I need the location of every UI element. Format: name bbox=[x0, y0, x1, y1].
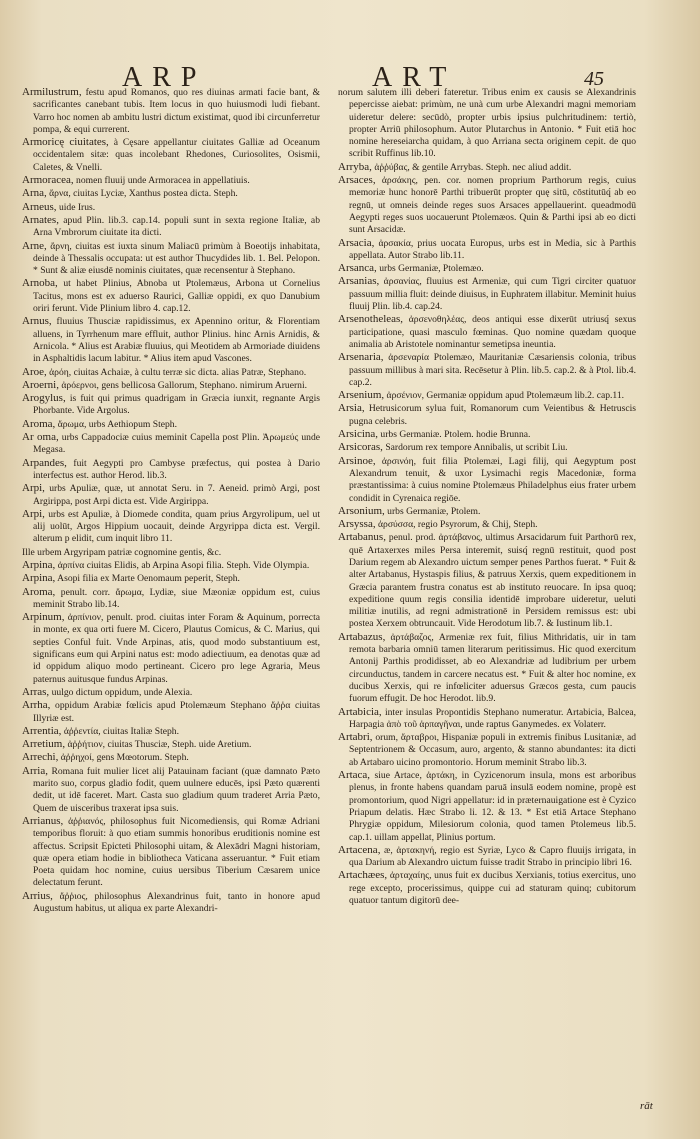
entry-text: urbs Germaniæ, Ptolem. bbox=[387, 505, 481, 517]
entry-text: festu apud Romanos, quo res diuinas armati facie bant, & sacrificantes canebant tubis. Item locus in quo huiusmodi ludi fiebant. Varro hoc nomen ab ambitu lustri dictum existimat, quod ibi circunferretur pompa, & equi currerent. bbox=[33, 87, 320, 135]
entry-headword: Arsenium, bbox=[338, 389, 385, 402]
dictionary-entry bbox=[22, 392, 320, 418]
dictionary-entry bbox=[338, 275, 636, 313]
entry-text: fluuius Thusciæ rapidissimus, ex Apennino oritur, & Florentiam alluens, in Tyrrhenum mare effluit, author Plinius. hinc Arnis Arnidis, & Arnicola. * Alius est Arabiæ fluuius, qui Meotidem ab Armoriade diuidens in Asphaltidis lacum labitur. * Alius item apud Vascones. bbox=[33, 316, 320, 365]
dictionary-entry bbox=[22, 572, 320, 585]
entry-text: ἄρνη, ciuitas est iuxta sinum Maliacū primùm à Boeotijs inhabitata, deinde à Thessalis occupata: ut est author Thucydides lib. 1. Bel. Pelopon. * Sunt & aliæ eiusdē nominis ciuitates, quæ recensentur à Stephano. bbox=[33, 240, 320, 277]
entry-text: Asopi filia ex Marte Oenomaum peperit, Steph. bbox=[57, 573, 240, 585]
entry-text: ἀῤῥιανός, philosophus fuit Nicomediensis, qui Romæ Adriani temporibus floruit: à quo etiam summis honoribus eruditionis nomine est affectus. Scripsit Epicteti Philosophi uitam, & Alexādri Magni historiam, quæ opera etiam hodie in bibliotheca Vaticana asseruantur. * Fuit etiam Poeta quidam hoc nomine, cuius uersibus Tiberium Cæsarem unice delectatum ferunt. bbox=[33, 815, 320, 889]
dictionary-entry bbox=[338, 531, 636, 630]
dictionary-entry bbox=[338, 631, 636, 706]
entry-text: is fuit qui primus quadrigam in Græcia iunxit, regnante Argis Phorbante. Vide Argolus. bbox=[33, 393, 320, 417]
entry-headword: Arsaces, bbox=[338, 174, 376, 187]
entry-text: ἀρπίνα ciuitas Elidis, ab Arpina Asopi filia. Steph. Vide Olympia. bbox=[57, 559, 310, 571]
header-right: ART bbox=[372, 62, 457, 93]
dictionary-entry bbox=[22, 559, 320, 572]
dictionary-entry bbox=[338, 518, 636, 531]
dictionary-entry bbox=[22, 699, 320, 725]
entry-text: uide Irus. bbox=[58, 201, 96, 213]
entry-text: inter insulas Propontidis Stephano numeratur. Artabicia, Balcea, Harpagia ἀπὸ τοῦ ἁρπαγῆναι, unde raptus Ganymedes. ex Volaterr. bbox=[349, 706, 636, 730]
dictionary-entry bbox=[338, 769, 636, 844]
entry-text: oppidum Arabiæ fœlicis apud Ptolemæum Stephano ἄῤῥα ciuitas Illyriæ est. bbox=[33, 700, 320, 724]
entry-headword: Arsicoras, bbox=[338, 441, 383, 454]
entry-text: ἄρνα, ciuitas Lyciæ, Xanthus postea dicta. Steph. bbox=[49, 188, 238, 200]
dictionary-entry bbox=[22, 366, 320, 379]
entry-headword: Arnates, bbox=[22, 213, 59, 226]
dictionary-entry bbox=[338, 262, 636, 275]
dictionary-entry bbox=[22, 765, 320, 815]
entry-headword: Aroerni, bbox=[22, 378, 59, 391]
dictionary-entry bbox=[22, 379, 320, 392]
entry-headword: Arrentia, bbox=[22, 724, 62, 737]
dictionary-entry bbox=[22, 136, 320, 174]
entry-text: ἀρσινόη, fuit filia Ptolemæi, Lagi filij, qui Aegyptum post Alexandrum tenuit, & uxor Lysimachi regis Macedoniæ, forma præstantissima: à cuius nomine Ptolemæus Philadelphus eius frater urbem condidit in Cyrenaica regiōe. bbox=[349, 455, 636, 504]
entry-headword: Artacena, bbox=[338, 843, 381, 856]
dictionary-entry bbox=[338, 505, 636, 518]
dictionary-entry bbox=[338, 161, 636, 174]
entry-headword: Arna, bbox=[22, 187, 47, 200]
dictionary-entry bbox=[338, 351, 636, 389]
entry-headword: Arpi, bbox=[22, 482, 45, 495]
entry-headword: Arogylus, bbox=[22, 392, 66, 405]
entry-headword: Artabazus, bbox=[338, 630, 386, 643]
entry-headword: Arnoba, bbox=[22, 277, 58, 290]
entry-text: ἀρόερνοι, gens bellicosa Gallorum, Stephano. nimirum Aruerni. bbox=[61, 379, 308, 391]
entry-text: ut habet Plinius, Abnoba ut Ptolemæus, Arbona ut Cornelius Tacitus, mons est ex aduerso Raurici, Galliæ oppidi, ex quo Danubium oriri ferunt. Vide Plinium libro 4. cap.12. bbox=[33, 278, 320, 315]
entry-headword: Arsicina, bbox=[338, 428, 379, 441]
entry-headword: Armoricę ciuitates, bbox=[22, 136, 109, 149]
right-column bbox=[338, 86, 636, 1096]
dictionary-entry bbox=[22, 457, 320, 483]
entry-text: Romana fuit mulier licet alij Patauinam faciant (quæ damnato Pæto marito suo, corpus gladio fodit, quem uulnere educēs, ipsi Pæto quærenti dedit, ut idē faceret. Mart. Casta suo gladium quum traderet Arria Pæto, Quem de uisceribus traxerat ipsa suis. bbox=[33, 765, 320, 814]
dictionary-entry bbox=[22, 586, 320, 612]
entry-headword: Arsinoe, bbox=[338, 454, 376, 467]
entry-text: urbs Germaniæ, Ptolemæo. bbox=[379, 263, 484, 275]
entry-text: ἀρσανίας, fluuius est Armeniæ, qui cum Tigri circiter quatuor passuum millia fluit: deinde diuisus, in Euphratem illabitur. Meminit huius fluuij Plin. lib.4. cap.24. bbox=[349, 276, 636, 313]
entry-headword: Arsanias, bbox=[338, 275, 380, 288]
entry-headword: Arpi, bbox=[22, 507, 45, 520]
entry-text: penult. corr. ἄρωμα, Lydiæ, siue Mæoniæ oppidum est, cuius meminit Strabo lib.14. bbox=[33, 586, 320, 610]
entry-headword: Arpina, bbox=[22, 572, 56, 585]
entry-headword: Arrianus, bbox=[22, 814, 64, 827]
entry-headword: Arras, bbox=[22, 685, 50, 698]
entry-headword: Aroe, bbox=[22, 365, 47, 378]
entry-text: ἀρτάβαζος, Armeniæ rex fuit, filius Mithridatis, uir in tam remota barbaria omniū tamen literarum peritissimus. Hic quod exercitum Antonij Parthis prodidisset, ab eo Alexandriæ ad ludibrium per urbem circunductus, tandem in carcere necatus est. * Fuit & alter hoc nomine, ex ducibus Xerxis, qui re infœliciter aduersus Græcos gesta, cum paucis fuorum effugit. De hoc Herodot. lib.9. bbox=[349, 631, 636, 705]
entry-headword: Arpandes, bbox=[22, 456, 67, 469]
page-number: 45 bbox=[584, 68, 604, 90]
dictionary-entry bbox=[338, 428, 636, 441]
dictionary-entry bbox=[338, 731, 636, 769]
entry-headword: Arria, bbox=[22, 764, 48, 777]
entry-text: urbs Germaniæ. Ptolem. hodie Brunna. bbox=[380, 429, 531, 441]
entry-headword: Arsanca, bbox=[338, 262, 377, 275]
entry-headword: Arsyssa, bbox=[338, 518, 376, 531]
dictionary-entry bbox=[338, 869, 636, 907]
dictionary-entry bbox=[22, 686, 320, 699]
dictionary-entry bbox=[22, 546, 320, 559]
dictionary-entry bbox=[22, 187, 320, 200]
dictionary-entry bbox=[22, 431, 320, 457]
entry-headword: Arneus, bbox=[22, 200, 57, 213]
dictionary-entry bbox=[22, 611, 320, 686]
entry-text: ἀρσύσσα, regio Psyrorum, & Chij, Steph. bbox=[378, 519, 538, 531]
dictionary-entry bbox=[22, 201, 320, 214]
dictionary-entry bbox=[22, 815, 320, 890]
entry-headword: Artabanus, bbox=[338, 531, 386, 544]
entry-headword: Arrha, bbox=[22, 699, 51, 712]
dictionary-entry bbox=[338, 313, 636, 351]
entry-text: ἀρπίνιον, penult. prod. ciuitas inter Foram & Aquinum, porrecta in monte, ex qua orti fuere M. Cicero, Plautus Comicus, & C. Marius, qui septies Conful fuit. Vnde Arpinas, atis, quod modo substantiuum est, significans eum qui Arpini natus est: modo adiectiuum, ea denotas quæ ad id oppidum aliquo modo pertineant. Cicero pro lege Agraria, Meus paternus auitusque fundus Arpinas. bbox=[33, 612, 320, 685]
dictionary-entry bbox=[22, 508, 320, 546]
entry-headword: Arsacia, bbox=[338, 236, 375, 249]
dictionary-entry bbox=[22, 277, 320, 315]
left-column bbox=[22, 86, 320, 1096]
entry-text: ἀρσεναρία Ptolemæo, Mauritaniæ Cæsariensis colonia, tribus passuum millibus à mari sita. Recēsetur à Plin. lib.5. cap.2. & à Ptol. lib.4. cap.2. bbox=[349, 352, 636, 388]
entry-headword: Aroma, bbox=[22, 417, 56, 430]
entry-headword: Artabri, bbox=[338, 731, 373, 744]
entry-headword: Arsia, bbox=[338, 402, 365, 415]
entry-text: ἄῤῥιος, philosophus Alexandrinus fuit, tanto in honore apud Augustum habitus, ut aliqua ex parte Alexandri- bbox=[33, 890, 320, 914]
catchword: rāt bbox=[640, 1100, 653, 1112]
entry-text: ἀρσακία, prius uocata Europus, urbs est in Media, sic à Parthis appellata. Autor Strabo lib.11. bbox=[349, 237, 636, 261]
entry-text: fuit Aegypti pro Cambyse præfectus, qui postea à Dario interfectus est. author Herod. lib.3. bbox=[33, 457, 320, 481]
entry-text: nomen fluuij unde Armoracea in appellatiuis. bbox=[76, 175, 250, 187]
entry-text: ἀρσάκης, pen. cor. nomen proprium Parthorum regis, cuius memoriæ hunc honorē Parthi tribuerūt propter quę sitū, cōstitutūq́ ab eo regnū, ut omneis deinde reges suos Arsaces appellauerint. queadmodū Aegypti reges suos uocauerunt Ptolemæos. Quin & Parthi ipsi ab eo dicti sunt Arsacidæ. bbox=[349, 175, 636, 236]
entry-headword: Arretium, bbox=[22, 738, 66, 751]
entry-text: orum, ἄρταβροι, Hispaniæ populi in extremis finibus Lusitaniæ, ad Septentrionem & Occasum, auro, argento, & stanno abundantes: ita dicti ab Artabaro uicino promontorio. Horum meminit Strabo lib.3. bbox=[349, 732, 636, 768]
entry-headword: Armoracea, bbox=[22, 174, 74, 187]
entry-headword: Artabicia, bbox=[338, 705, 382, 718]
entry-text: urbs Cappadociæ cuius meminit Capella post Plin. Ἀρωμεύς unde Megasa. bbox=[33, 432, 320, 456]
entry-text: ἀῤῥεντία, ciuitas Italiæ Steph. bbox=[63, 725, 179, 737]
entry-headword: Arrechi, bbox=[22, 751, 59, 764]
entry-text: uulgo dictum oppidum, unde Alexia. bbox=[51, 686, 193, 698]
entry-headword: Arsonium, bbox=[338, 504, 385, 517]
entry-headword: Arsenaria, bbox=[338, 351, 384, 364]
entry-headword: Arsenotheleas, bbox=[338, 313, 404, 326]
dictionary-entry bbox=[22, 214, 320, 240]
dictionary-entry bbox=[22, 315, 320, 365]
entry-headword: Armilustrum, bbox=[22, 86, 82, 98]
dictionary-entry bbox=[22, 418, 320, 431]
dictionary-entry bbox=[22, 86, 320, 136]
dictionary-entry bbox=[22, 174, 320, 187]
entry-text: ἀῤῥηχοί, gens Mœotorum. Steph. bbox=[60, 752, 189, 764]
entry-text: apud Plin. lib.3. cap.14. populi sunt in sexta regione Italiæ, ab Arna Vmbrorum ciuitate ita dicti. bbox=[33, 214, 320, 239]
dictionary-entry bbox=[22, 240, 320, 278]
entry-text: æ, ἀρτακηνή, regio est Syriæ, Lyco & Capro fluuijs irrigata, in qua Darium ab Alexandro uictum fuisse tradit Strabo in principio libri 16. bbox=[349, 844, 636, 869]
entry-text: siue Artace, ἀρτάκη, in Cyzicenorum insula, mons est arboribus plenus, in fronte habens quandam paruā insulā eodem nomine, propè est promontorium, quod Nigri appellatur: id in præternauigatione est è Cyzico Priapum delatis. Hæc Strabo li. 12. & 13. * Est etiā Artace Stephano Phrygiæ oppidum, Milesiorum colonia, quod tamen Ptolemeus lib.5. cap.1. uillam appellat, Plinius portum. bbox=[349, 770, 636, 843]
entry-headword: Arnus, bbox=[22, 315, 52, 328]
dictionary-entry bbox=[338, 455, 636, 505]
dictionary-entry bbox=[22, 482, 320, 508]
dictionary-entry bbox=[22, 751, 320, 764]
entry-text: ἀρσενοθηλέας, deos antiqui esse dixerūt utriusq́ sexus participatione, quasi masculo fœminas. Quo nomine quædam quoque animalia ab Aristotele nominantur semetipsa ineuntia. bbox=[349, 314, 636, 350]
entry-headword: Arryba, bbox=[338, 160, 372, 173]
dictionary-entry bbox=[338, 844, 636, 870]
entry-text: ἀῤῥήτιον, ciuitas Thusciæ, Steph. uide Aretium. bbox=[67, 739, 252, 751]
entry-text: ἄρωμα, urbs Aethiopum Steph. bbox=[57, 418, 178, 430]
entry-text: à Cęsare appellantur ciuitates Galliæ ad Oceanum occidentalem sitæ: quas incolebant Rhedones, Curiosolites, Osismii, Caletes, & Vnelli. bbox=[33, 137, 320, 173]
entry-text: urbs est Apuliæ, à Diomede condita, quam prius Argyrolipum, uel ut alij uolūt, Argos Hippium uocauit, deinde Argyrippa dicta est. Vergil. alterum p elidit, cum inquit libro 11. bbox=[33, 508, 320, 545]
dictionary-entry bbox=[338, 174, 636, 236]
dictionary-entry bbox=[338, 86, 636, 161]
entry-headword: Ar oma, bbox=[22, 431, 59, 444]
entry-text: urbs Apuliæ, quæ, ut annotat Seru. in 7. Aeneid. primò Argi, post Argirippa, post Arpi dicta est. Vide Argirippa. bbox=[33, 483, 320, 507]
header-left: ARP bbox=[122, 62, 207, 93]
dictionary-entry bbox=[338, 402, 636, 428]
dictionary-entry bbox=[22, 738, 320, 751]
entry-text: Hetrusicorum sylua fuit, Romanorum cum Veientibus & Hetruscis pugna celebris. bbox=[349, 403, 636, 427]
dictionary-entry bbox=[338, 389, 636, 402]
entry-text: norum salutem illi deberi fateretur. Tribus enim ex causis se Alexandrinis pepercisse aiebat: primùm, ne unà cum urbe Alexandri magni memoriam uideretur delere: secūdò, propter urbis ipsius pulchritudinem: tertiò, propter Arriū philosophum. Autor Plutarchus in Antonio. * Fuit etiā hoc nomine hereseiarcha quidam, à quo Arriana secta originem cepit. de quo scribit Ruffinus lib.10. bbox=[338, 87, 636, 160]
entry-text: ἀρταχαίης, unus fuit ex ducibus Xerxianis, totius exercitus, uno rege excepto, procerissimus, quippe cui ad staturam quinq; cubitorum quatuor tantum digitorū dee- bbox=[349, 870, 636, 906]
entry-headword: Arpinum, bbox=[22, 611, 65, 624]
dictionary-entry bbox=[338, 441, 636, 454]
entry-text: Ille urbem Argyripam patriæ cognomine gentis, &c. bbox=[22, 546, 222, 558]
dictionary-entry bbox=[338, 706, 636, 732]
entry-headword: Artaca, bbox=[338, 769, 371, 782]
dictionary-entry bbox=[22, 725, 320, 738]
entry-headword: Arpina, bbox=[22, 558, 56, 571]
dictionary-entry bbox=[22, 890, 320, 916]
entry-text: ἀρσένιον, Germaniæ oppidum apud Ptolemæum lib.2. cap.11. bbox=[386, 390, 625, 402]
entry-text: ἀῤῥύβας, & gentile Arrybas. Steph. nec aliud addit. bbox=[374, 161, 572, 173]
entry-headword: Arne, bbox=[22, 239, 47, 252]
entry-headword: Artachæes, bbox=[338, 869, 388, 882]
entry-headword: Aroma, bbox=[22, 585, 56, 598]
entry-text: ἀρόη, ciuitas Achaiæ, à cultu terræ sic dicta. alias Patræ, Stephano. bbox=[49, 366, 307, 378]
dictionary-entry bbox=[338, 237, 636, 263]
entry-headword: Arrius, bbox=[22, 889, 53, 902]
entry-text: Sardorum rex tempore Annibalis, ut scribit Liu. bbox=[385, 442, 568, 454]
entry-text: penul. prod. ἀρτάβανος, ultimus Arsacidarum fuit Parthorū rex, quē Artaxerxes miles Persa interemit, suisq́ regnū restituit, quod post Darium regem ab Alexandro uictum semper penes Parthos fuerat. * Fuit & alter Artabanus, Hystaspis filius, & patruus Xerxis, quem expeditionem in Græcia parantem frustra conatus est ab instituto reuocare. In ipsa quoq; expeditione quum regis consilia identidē improbare uideretur, ueluti militiæ inutilis, ad regni admistrationē in Persidem remissus est: ubi postea Xerxem obtruncauit. Vide Herodotum lib.7. & Iustinum lib.1. bbox=[349, 532, 636, 630]
